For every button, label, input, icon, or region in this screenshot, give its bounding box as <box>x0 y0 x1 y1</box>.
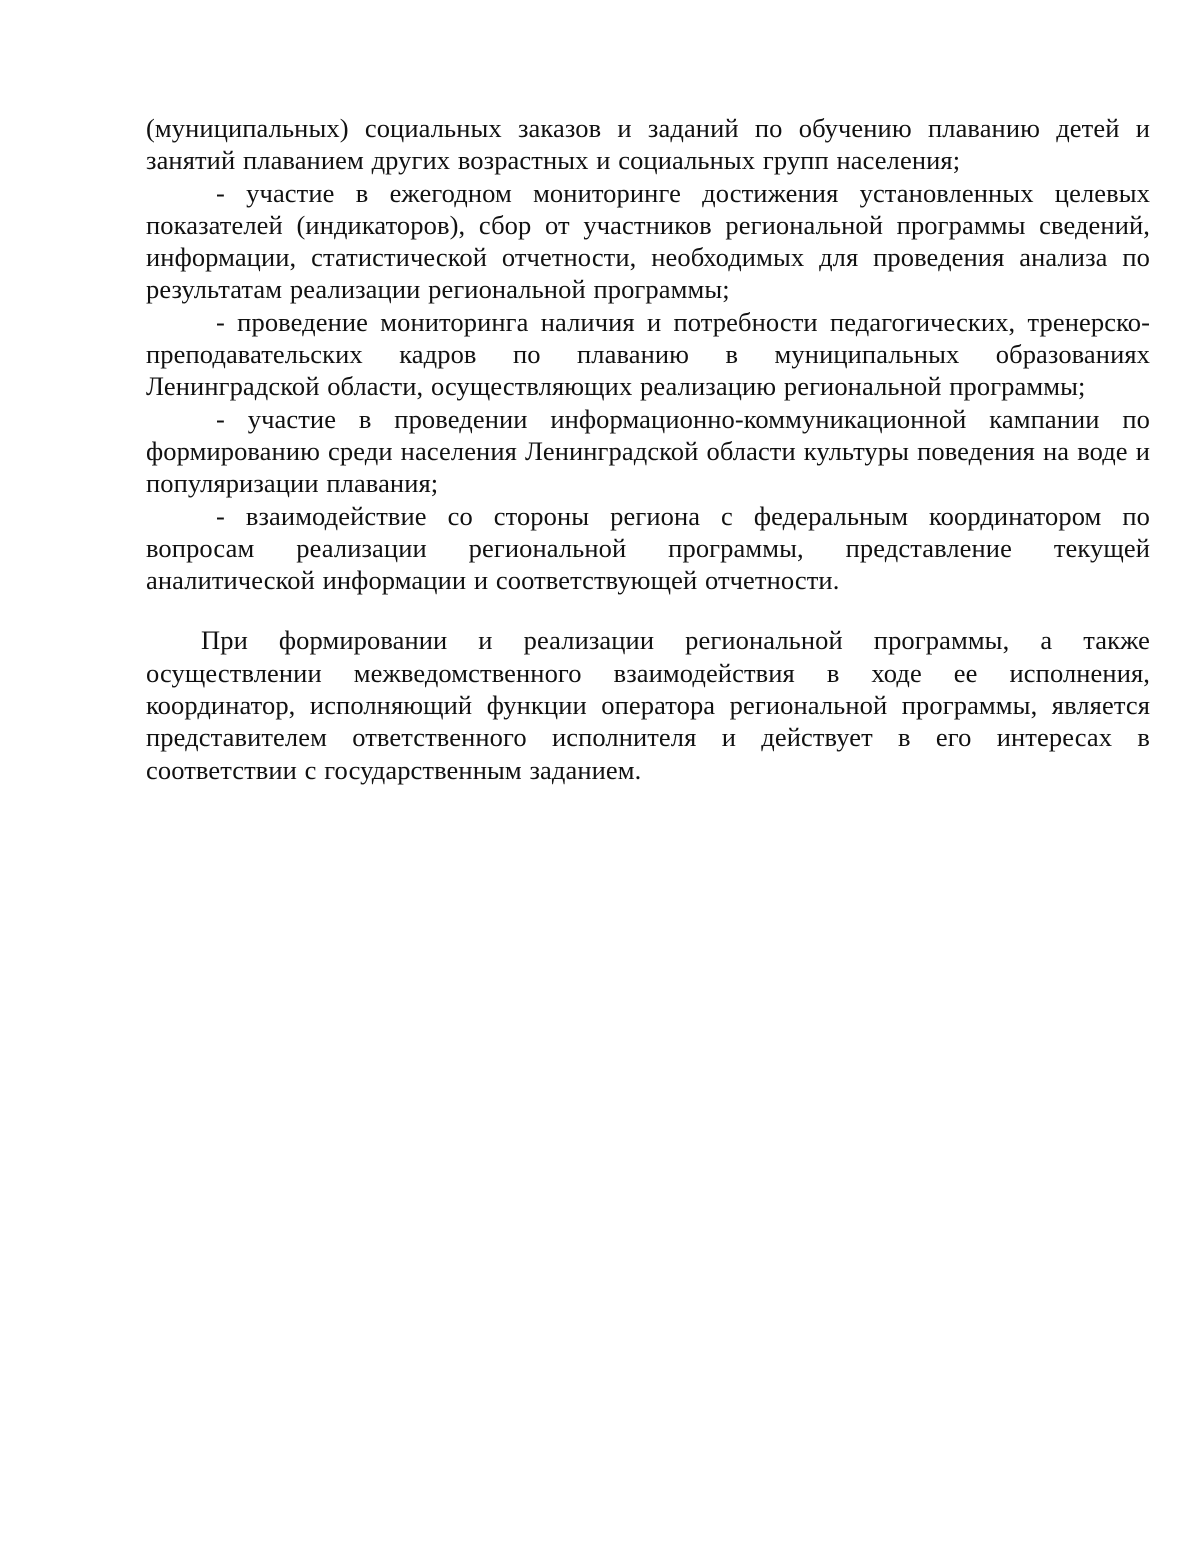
list-item-staff-monitoring: - проведение мониторинга наличия и потребности педагогических, тренерско-преподавательских кадров по плаванию в муниципальных образованиях Ленинградской области, осуществляющих реализацию региональной программы; <box>146 306 1150 402</box>
paragraph-coordinator-role: При формировании и реализации региональной программы, а также осуществлении межведомственного взаимодействия в ходе ее исполнения, координатор, исполняющий функции оператора региональной программы, является представителем ответственного исполнителя и действует в его интересах в соответствии с государственным заданием. <box>146 625 1150 785</box>
list-item-monitoring-indicators: - участие в ежегодном мониторинге достижения установленных целевых показателей (индикаторов), сбор от участников региональной программы сведений, информации, статистической отчетности, необходимых для проведения анализа по результатам реализации региональной программы; <box>146 177 1150 305</box>
paragraph-continuation: (муниципальных) социальных заказов и заданий по обучению плаванию детей и занятий плаванием других возрастных и социальных групп населения; <box>146 113 1150 176</box>
document-body <box>146 112 1150 786</box>
list-item-federal-coordination: - взаимодействие со стороны региона с федеральным координатором по вопросам реализации региональной программы, представление текущей аналитической информации и соответствующей отчетности. <box>146 500 1150 596</box>
list-item-information-campaign: - участие в проведении информационно-коммуникационной кампании по формированию среди населения Ленинградской области культуры поведения на воде и популяризации плавания; <box>146 403 1150 499</box>
